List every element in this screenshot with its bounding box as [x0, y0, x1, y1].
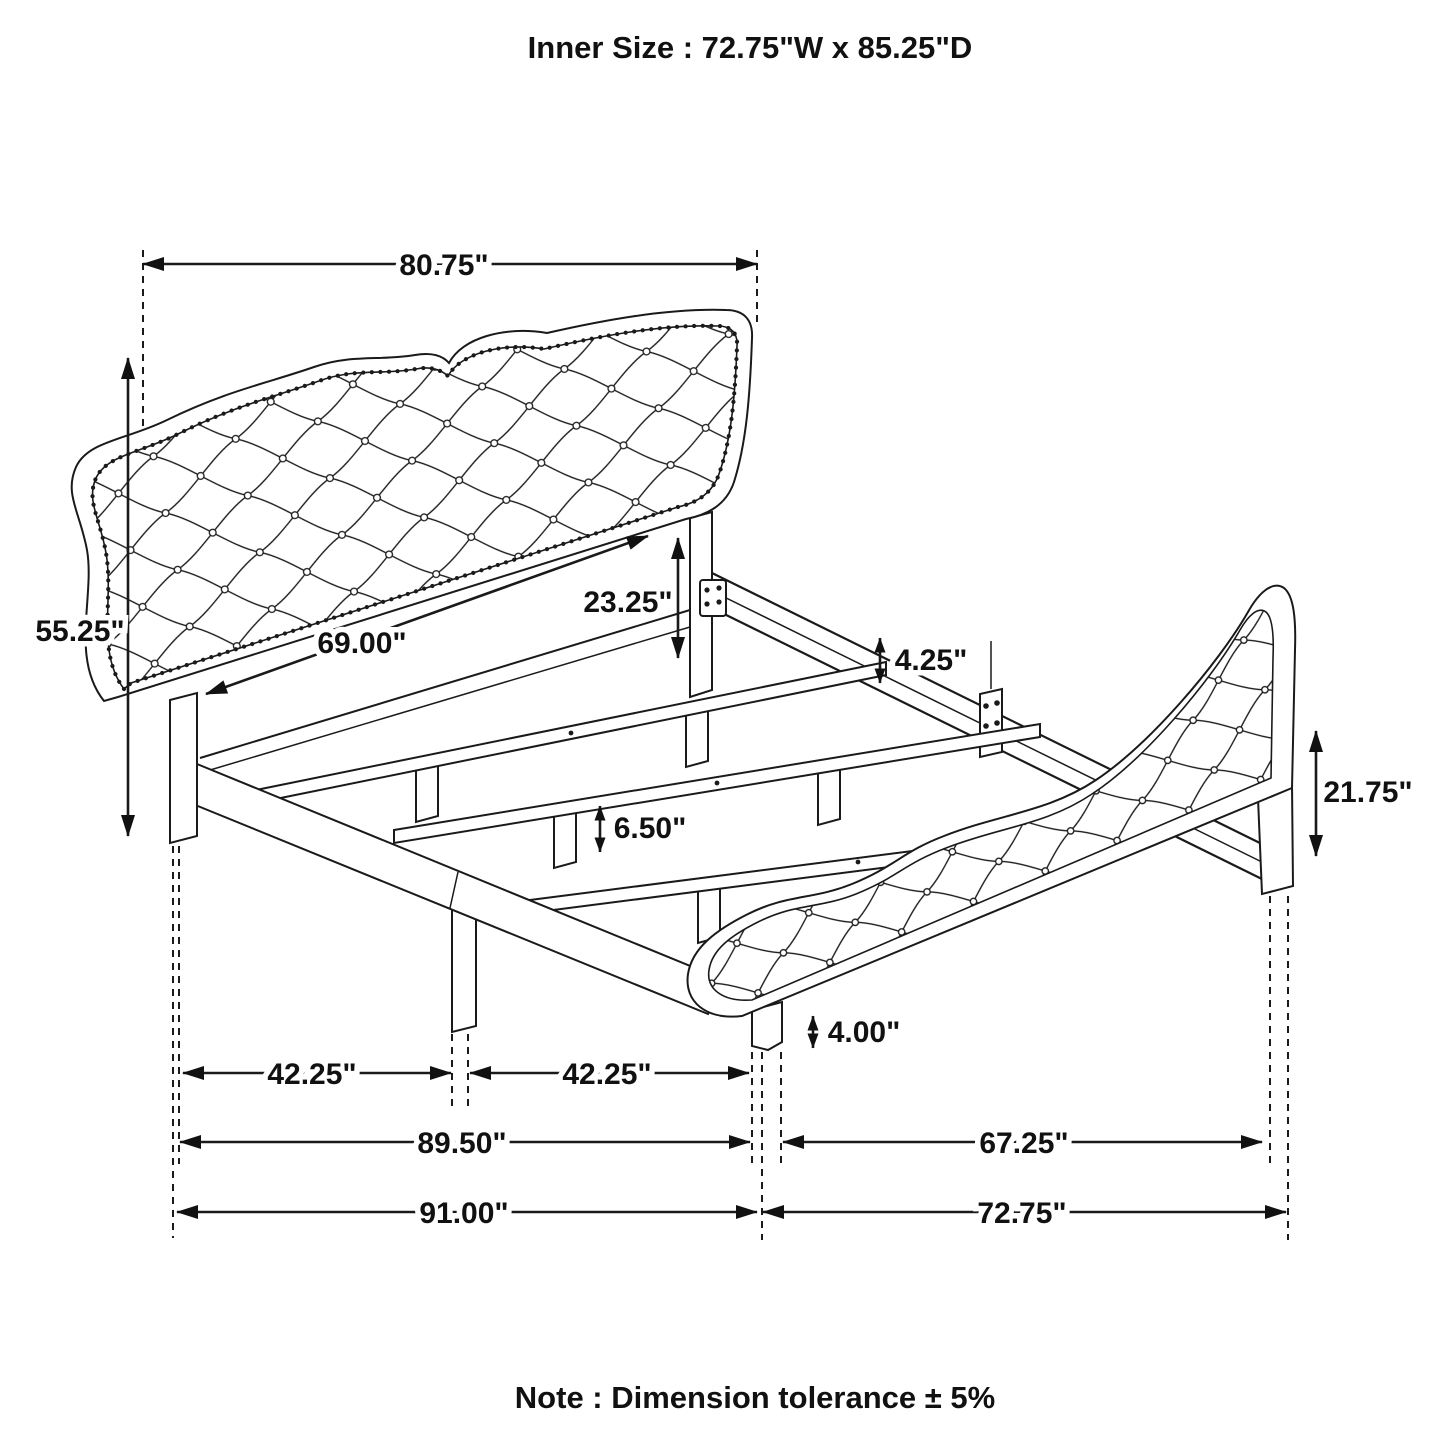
- dim-label-rail-drop: 4.25": [894, 644, 968, 677]
- dim-rail-length: [180, 1127, 750, 1160]
- dim-label-overall-depth: 91.00": [419, 1197, 509, 1230]
- tolerance-note: Note : Dimension tolerance ± 5%: [514, 1380, 996, 1415]
- dim-slat-leg-height: [600, 806, 686, 852]
- dim-label-overall-width: 80.75": [399, 249, 489, 282]
- dim-headboard-clearance: [583, 538, 678, 658]
- dim-slat-span-1: [183, 1058, 451, 1091]
- dim-label-foot-span: 67.25": [979, 1127, 1069, 1160]
- rail-bracket: [700, 580, 726, 616]
- dim-label-headboard-clearance: 23.25": [583, 586, 673, 619]
- dim-label-slat-span-2: 42.25": [562, 1058, 652, 1091]
- dim-label-footboard-leg-height: 4.00": [827, 1016, 901, 1049]
- dim-footboard-height: [1316, 731, 1413, 856]
- dim-foot-span: [783, 1127, 1262, 1160]
- dim-footboard-leg-height: [813, 1016, 900, 1049]
- dim-rail-drop: [880, 638, 967, 683]
- dim-overall-depth: [177, 1197, 757, 1230]
- dim-slat-span-2: [470, 1058, 749, 1091]
- dim-label-headboard-height: 55.25": [35, 615, 125, 648]
- dim-label-footboard-height: 21.75": [1323, 776, 1413, 809]
- dim-label-slat-span-1: 42.25": [267, 1058, 357, 1091]
- dim-overall-width: [143, 249, 757, 282]
- page-title: Inner Size : 72.75"W x 85.25"D: [527, 30, 973, 65]
- dim-foot-width: [763, 1197, 1286, 1230]
- dim-label-rail-length: 89.50": [417, 1127, 507, 1160]
- dim-label-slat-leg-height: 6.50": [613, 812, 687, 845]
- dim-label-headboard-width: 69.00": [317, 627, 407, 660]
- bed-frame-drawing: [72, 310, 1296, 1050]
- dim-label-foot-width: 72.75": [977, 1197, 1067, 1230]
- headboard-left-leg: [170, 693, 197, 843]
- headboard-tufted-panel: [93, 326, 738, 689]
